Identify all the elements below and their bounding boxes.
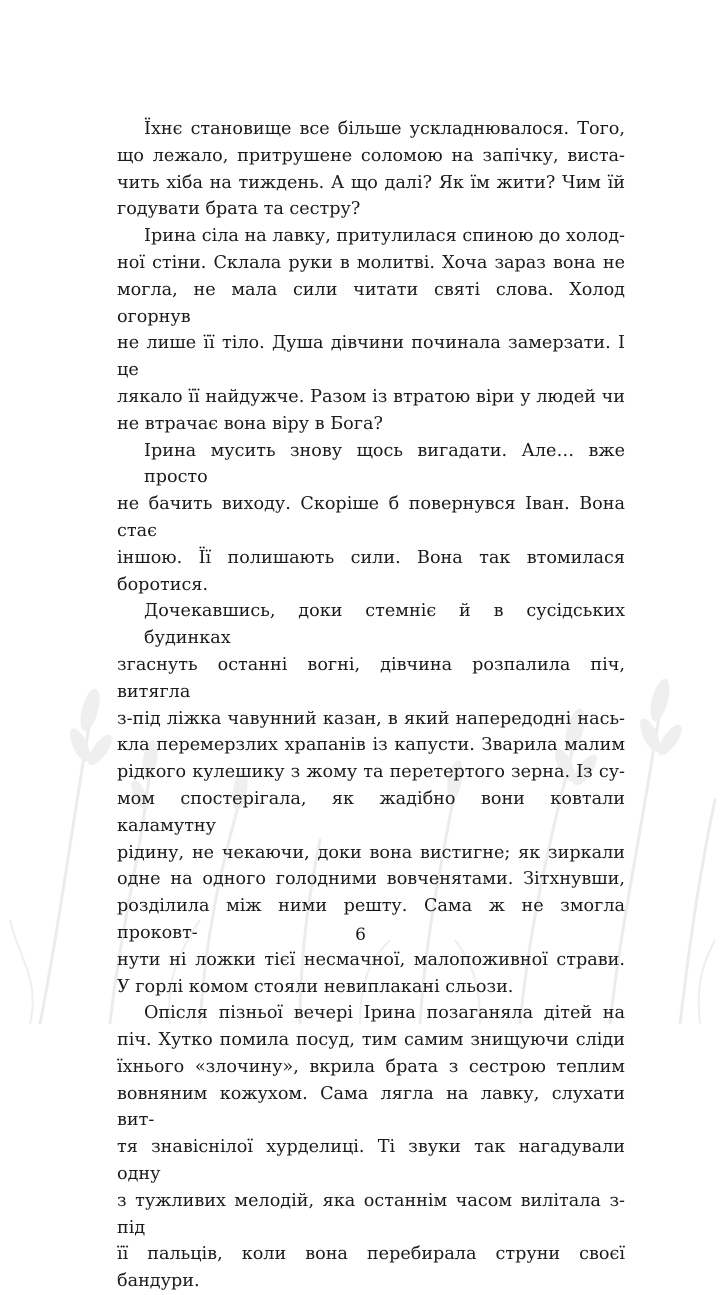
- text-line: Ірина мусить знову щось вигадати. Але… вже просто: [144, 440, 625, 488]
- text-line: з-під ліжка чавунний казан, в який напередодні нась-: [117, 708, 625, 729]
- body-text: [117, 116, 625, 1295]
- text-line: Опісля пізньої вечері Ірина позаганяла дітей на: [144, 1003, 625, 1024]
- text-line: кла перемерзлих храпанів із капусти. Зварила малим: [117, 735, 625, 756]
- text-line: вовняним кожухом. Сама лягла на лавку, слухати вит-: [117, 1083, 625, 1131]
- text-line: їхнього «злочину», вкрила брата з сестрою теплим: [117, 1056, 625, 1077]
- text-line: лякало її найдужче. Разом із втратою віри у людей чи: [117, 386, 625, 407]
- text-line: ної стіни. Склала руки в молитві. Хоча зараз вона не: [117, 252, 625, 273]
- text-line: нути ні ложки тієї несмачної, малопоживної страви.: [117, 949, 625, 970]
- text-line: Їхнє становище все більше ускладнювалося. Того,: [144, 119, 625, 139]
- paragraph-1: [117, 116, 625, 223]
- text-line: що лежало, притрушене соломою на запічку, виста-: [117, 145, 625, 166]
- text-line: Ірина сіла на лавку, притулилася спиною до холод-: [144, 226, 625, 247]
- text-line: мом спостерігала, як жадібно вони ковтали каламутну: [117, 788, 625, 836]
- text-line: згаснуть останні вогні, дівчина розпалила піч, витягла: [117, 654, 625, 702]
- page-number: 6: [355, 925, 366, 945]
- text-line: не лише її тіло. Душа дівчини починала замерзати. І це: [117, 333, 625, 381]
- paragraph-3: [117, 438, 625, 599]
- text-line: тя знавіснілої хурделиці. Ті звуки так нагадували одну: [117, 1137, 625, 1185]
- text-line: не втрачає вона віру в Бога?: [117, 413, 383, 434]
- text-line: розділила між ними решту. Сама ж не змогла проковт-: [117, 896, 625, 943]
- text-line: У горлі комом стояли невиплакані сльози.: [117, 976, 514, 997]
- text-line: рідкого кулешику з жому та перетертого зерна. Із су-: [117, 762, 625, 783]
- text-line: годувати брата та сестру?: [117, 199, 361, 220]
- text-line: не бачить виходу. Скоріше б повернувся Іван. Вона стає: [117, 494, 625, 541]
- text-line: рідину, не чекаючи, доки вона вистигне; як зиркали: [117, 842, 625, 863]
- text-line: могла, не мала сили читати святі слова. Холод огорнув: [117, 279, 625, 327]
- text-line: Дочекавшись, доки стемніє й в сусідських будинках: [144, 601, 625, 649]
- text-line: її пальців, коли вона перебирала струни своєї бандури.: [117, 1244, 625, 1292]
- text-line: іншою. Її полишають сили. Вона так втомилася боротися.: [117, 547, 625, 595]
- text-line: піч. Хутко помила посуд, тим самим знищуючи сліди: [117, 1030, 625, 1051]
- text-line: чить хіба на тиждень. А що далі? Як їм жити? Чим їй: [117, 172, 625, 193]
- text-line: з тужливих мелодій, яка останнім часом вилітала з-під: [117, 1190, 625, 1238]
- paragraph-2: [117, 223, 625, 437]
- text-line: одне на одного голодними вовченятами. Зітхнувши,: [117, 869, 625, 890]
- paragraph-5: [117, 1000, 625, 1295]
